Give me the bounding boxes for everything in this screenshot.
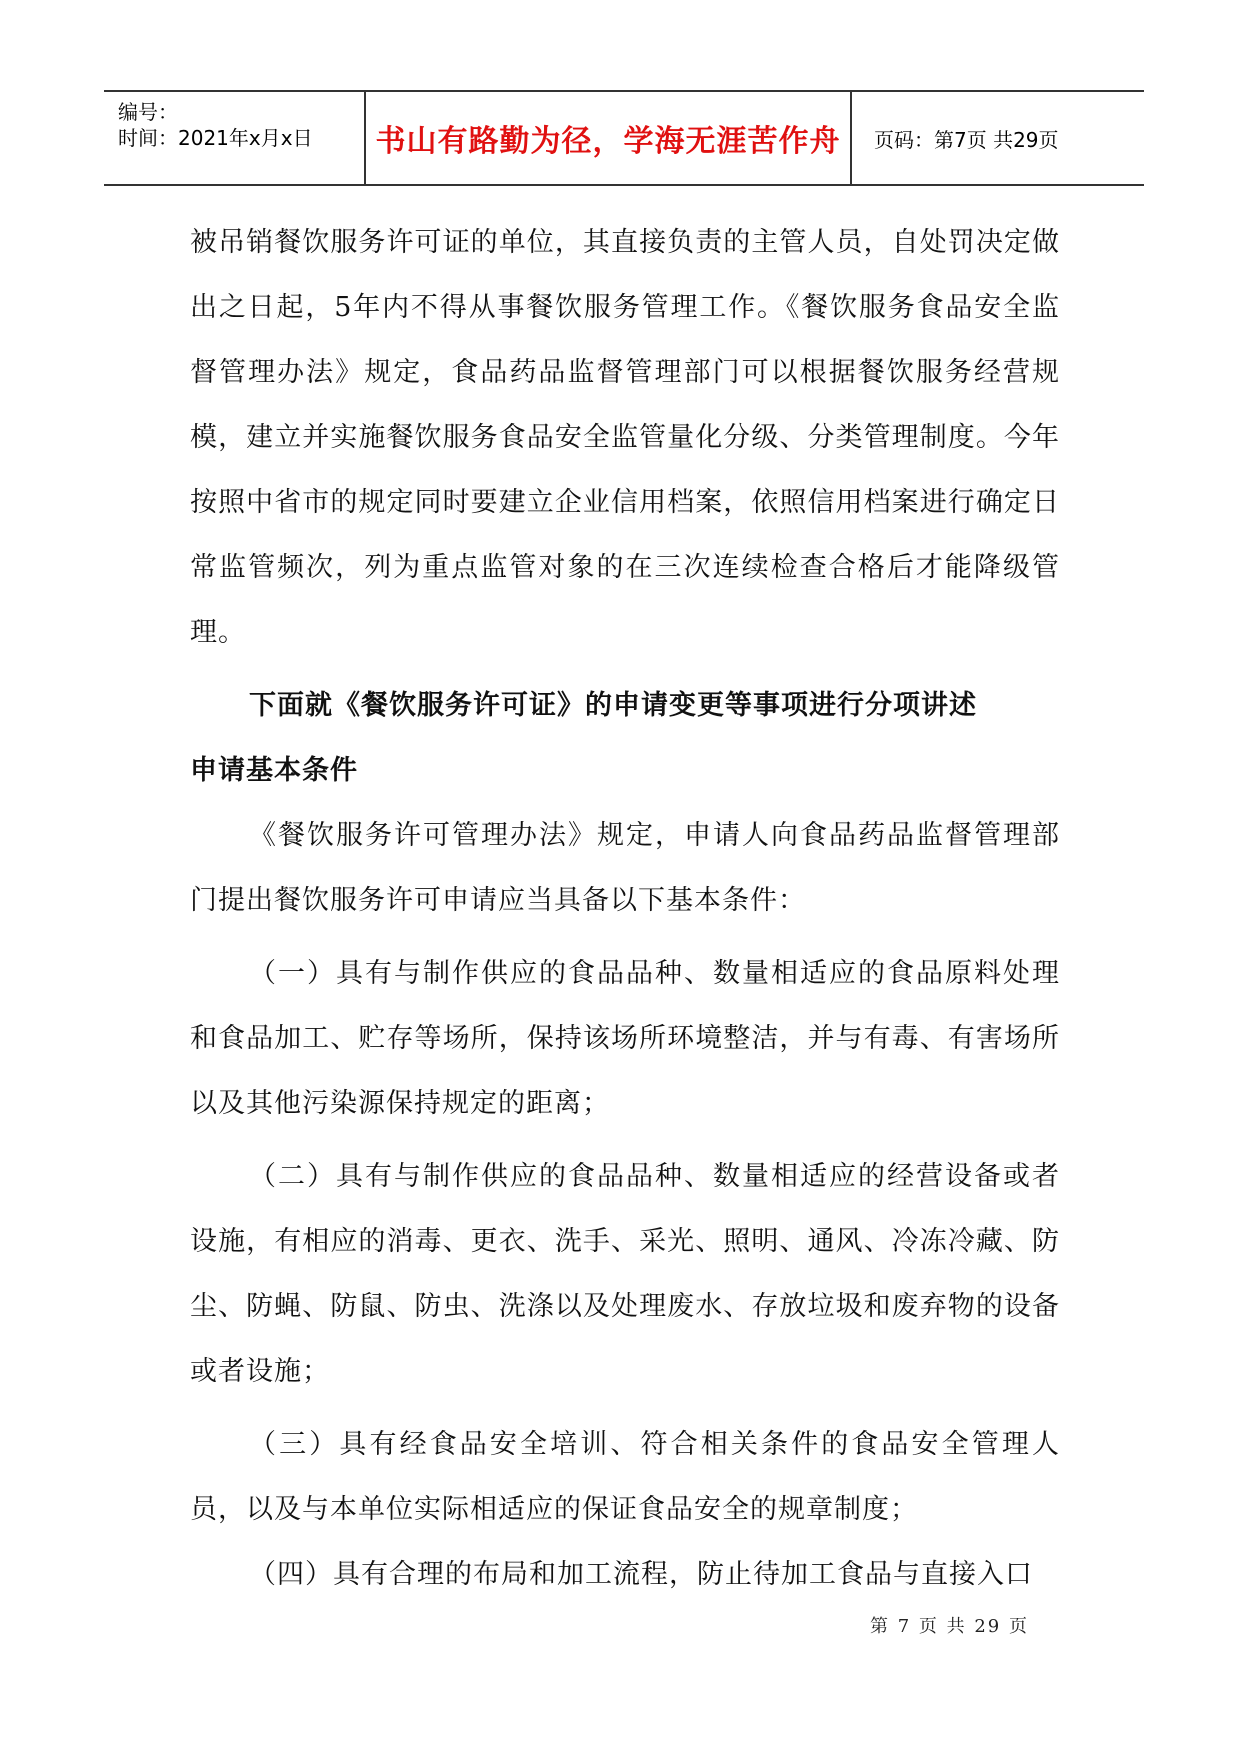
list-item: （一）具有与制作供应的食品品种、数量相适应的食品原料处理和食品加工、贮存等场所，保持该场所环境整洁，并与有毒、有害场所以及其他污染源保持规定的距离； bbox=[190, 958, 1060, 1119]
page-footer: 第 7 页 共 29 页 bbox=[870, 1616, 1029, 1637]
list-item: （三）具有经食品安全培训、符合相关条件的食品安全管理人员，以及与本单位实际相适应的保证食品安全的规章制度； bbox=[190, 1429, 1060, 1525]
document-body bbox=[190, 210, 1060, 1607]
header-page-info: 页码：第7页 共29页 bbox=[874, 127, 1059, 152]
header-meta-cell bbox=[104, 92, 366, 184]
paragraph: 被吊销餐饮服务许可证的单位，其直接负责的主管人员，自处罚决定做出之日起，5年内不得从事餐饮服务管理工作。《餐饮服务食品安全监督管理办法》规定，食品药品监督管理部门可以根据餐饮服务经营规模，建立并实施餐饮服务食品安全监管量化分级、分类管理制度。今年按照中省市的规定同时要建立企业信用档案，依照信用档案进行确定日常监管频次，列为重点监管对象的在三次连续检查合格后才能降级管理。 bbox=[190, 227, 1060, 648]
list-item: （四）具有合理的布局和加工流程，防止待加工食品与直接入口 bbox=[249, 1559, 1033, 1590]
time-label: 时间：2021年x月x日 bbox=[118, 126, 313, 150]
paragraph: 《餐饮服务许可管理办法》规定，申请人向食品药品监督管理部门提出餐饮服务许可申请应当具备以下基本条件： bbox=[190, 820, 1060, 916]
list-item: （二）具有与制作供应的食品品种、数量相适应的经营设备或者设施，有相应的消毒、更衣、洗手、采光、照明、通风、冷冻冷藏、防尘、防蝇、防鼠、防虫、洗涤以及处理废水、存放垃圾和废弃物的设备或者设施； bbox=[190, 1161, 1060, 1387]
section-heading: 下面就《餐饮服务许可证》的申请变更等事项进行分项讲述 bbox=[249, 690, 977, 721]
header-motto: 书山有路勤为径，学海无涯苦作舟 bbox=[366, 92, 852, 184]
document-header bbox=[104, 90, 1144, 186]
number-label: 编号： bbox=[118, 100, 178, 124]
subsection-heading: 申请基本条件 bbox=[190, 755, 358, 786]
